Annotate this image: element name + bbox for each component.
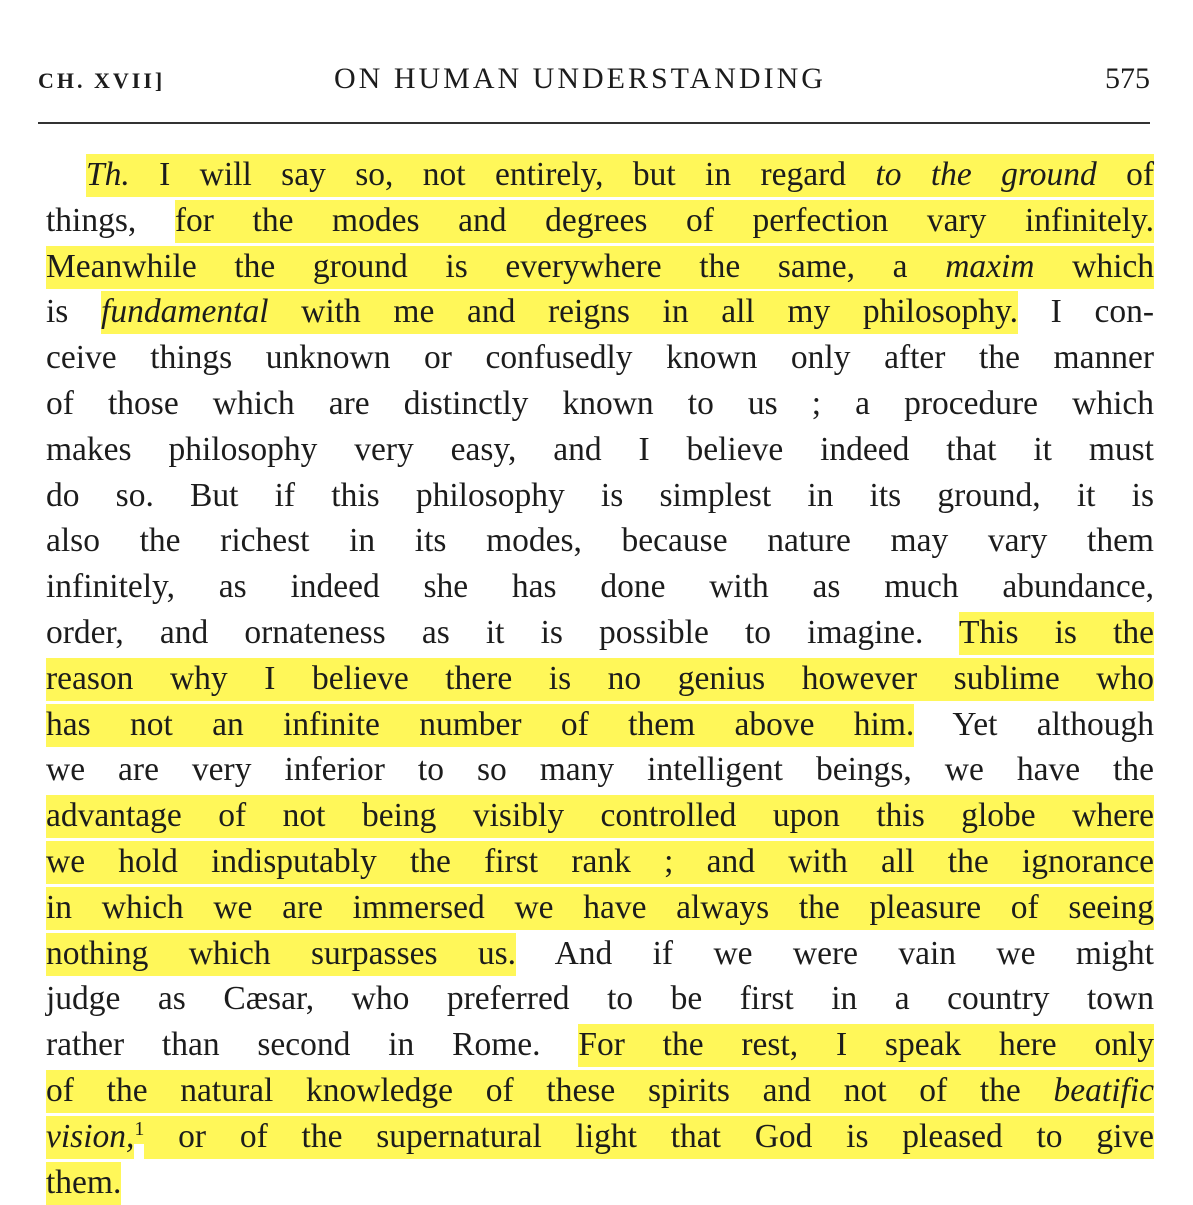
highlighted-text: This is the xyxy=(959,612,1154,655)
text-line xyxy=(46,1068,1154,1114)
text-line xyxy=(46,702,1154,748)
text-line xyxy=(46,564,1154,610)
text-segment: And if we were vain we might xyxy=(516,934,1154,972)
chapter-label: CH. XVII] xyxy=(38,68,166,93)
text-segment: I con- xyxy=(1017,293,1154,331)
text-segment: infinitely, as indeed she has done with as much abundance, xyxy=(46,568,1154,606)
highlighted-text: reason why I believe there is no genius however sublime who xyxy=(46,658,1154,701)
text-segment: do so. But if this philosophy is simplest in its ground, it is xyxy=(46,476,1154,514)
highlighted-text: advantage of not being visibly controlled upon this globe where xyxy=(46,795,1154,838)
highlighted-text: beatific xyxy=(1054,1070,1154,1113)
text-line xyxy=(46,1114,1154,1160)
text-line xyxy=(46,839,1154,885)
highlighted-text: them. xyxy=(46,1162,121,1205)
text-line xyxy=(46,335,1154,381)
text-line xyxy=(46,931,1154,977)
text-segment: ceive things unknown or confusedly known only after the manner xyxy=(46,339,1154,377)
text-line xyxy=(46,244,1154,290)
highlighted-text: nothing which surpasses us. xyxy=(46,933,516,976)
text-segment: Yet although xyxy=(914,705,1154,743)
text-segment: of those which are distinctly known to us ; a procedure which xyxy=(46,384,1154,422)
text-line xyxy=(46,473,1154,519)
highlighted-text: of the natural knowledge of these spirits and not of the xyxy=(46,1070,1054,1113)
text-line xyxy=(46,885,1154,931)
page-title: ON HUMAN UNDERSTANDING xyxy=(334,62,826,95)
highlighted-text: fundamental xyxy=(101,291,268,334)
text-line xyxy=(46,1022,1154,1068)
highlighted-text: Meanwhile the ground is everywhere the same, a xyxy=(46,246,945,289)
header-rule xyxy=(38,122,1150,124)
highlighted-text: vision, xyxy=(46,1116,134,1159)
highlighted-text: maxim xyxy=(945,246,1034,289)
text-segment: makes philosophy very easy, and I believe indeed that it must xyxy=(46,430,1154,468)
text-line xyxy=(46,1160,1154,1205)
text-segment: is xyxy=(46,293,102,331)
highlighted-text: of xyxy=(1097,154,1154,197)
text-segment: judge as Cæsar, who preferred to be first in a country town xyxy=(46,980,1154,1018)
highlighted-text: to the ground xyxy=(875,154,1096,197)
highlighted-text: for the modes and degrees of perfection vary infinitely. xyxy=(175,200,1154,243)
text-segment: things, xyxy=(46,201,175,239)
highlighted-text: or of the supernatural light that God is pleased to give xyxy=(144,1116,1154,1159)
text-line xyxy=(46,152,1154,198)
text-segment: rather than second in Rome. xyxy=(46,1026,579,1064)
text-segment: order, and ornateness as it is possible to imagine. xyxy=(46,613,959,651)
highlighted-text: with me and reigns in all my philosophy. xyxy=(269,291,1018,334)
highlighted-text: I will say so, not entirely, but in regard xyxy=(130,154,876,197)
text-segment: also the richest in its modes, because nature may vary them xyxy=(46,522,1154,560)
text-line xyxy=(46,198,1154,244)
text-line xyxy=(46,427,1154,473)
highlighted-text: we hold indisputably the first rank ; and with all the ignorance xyxy=(46,841,1154,884)
body-text xyxy=(46,152,1154,1205)
text-line xyxy=(46,610,1154,656)
highlighted-text: Th. xyxy=(86,154,130,197)
text-line xyxy=(46,793,1154,839)
text-line xyxy=(46,289,1154,335)
highlighted-text: in which we are immersed we have always the pleasure of seeing xyxy=(46,887,1154,930)
text-line xyxy=(46,976,1154,1022)
text-line xyxy=(46,381,1154,427)
highlighted-text: which xyxy=(1035,246,1155,289)
page-number: 575 xyxy=(1105,62,1150,95)
text-segment: we are very inferior to so many intelligent beings, we have the xyxy=(46,751,1154,789)
running-header xyxy=(38,62,1150,106)
text-line xyxy=(46,747,1154,793)
text-line xyxy=(46,656,1154,702)
text-line xyxy=(46,518,1154,564)
highlighted-text: has not an infinite number of them above him. xyxy=(46,704,914,747)
highlighted-text: For the rest, I speak here only xyxy=(578,1024,1154,1067)
footnote-marker: 1 xyxy=(134,1116,144,1144)
